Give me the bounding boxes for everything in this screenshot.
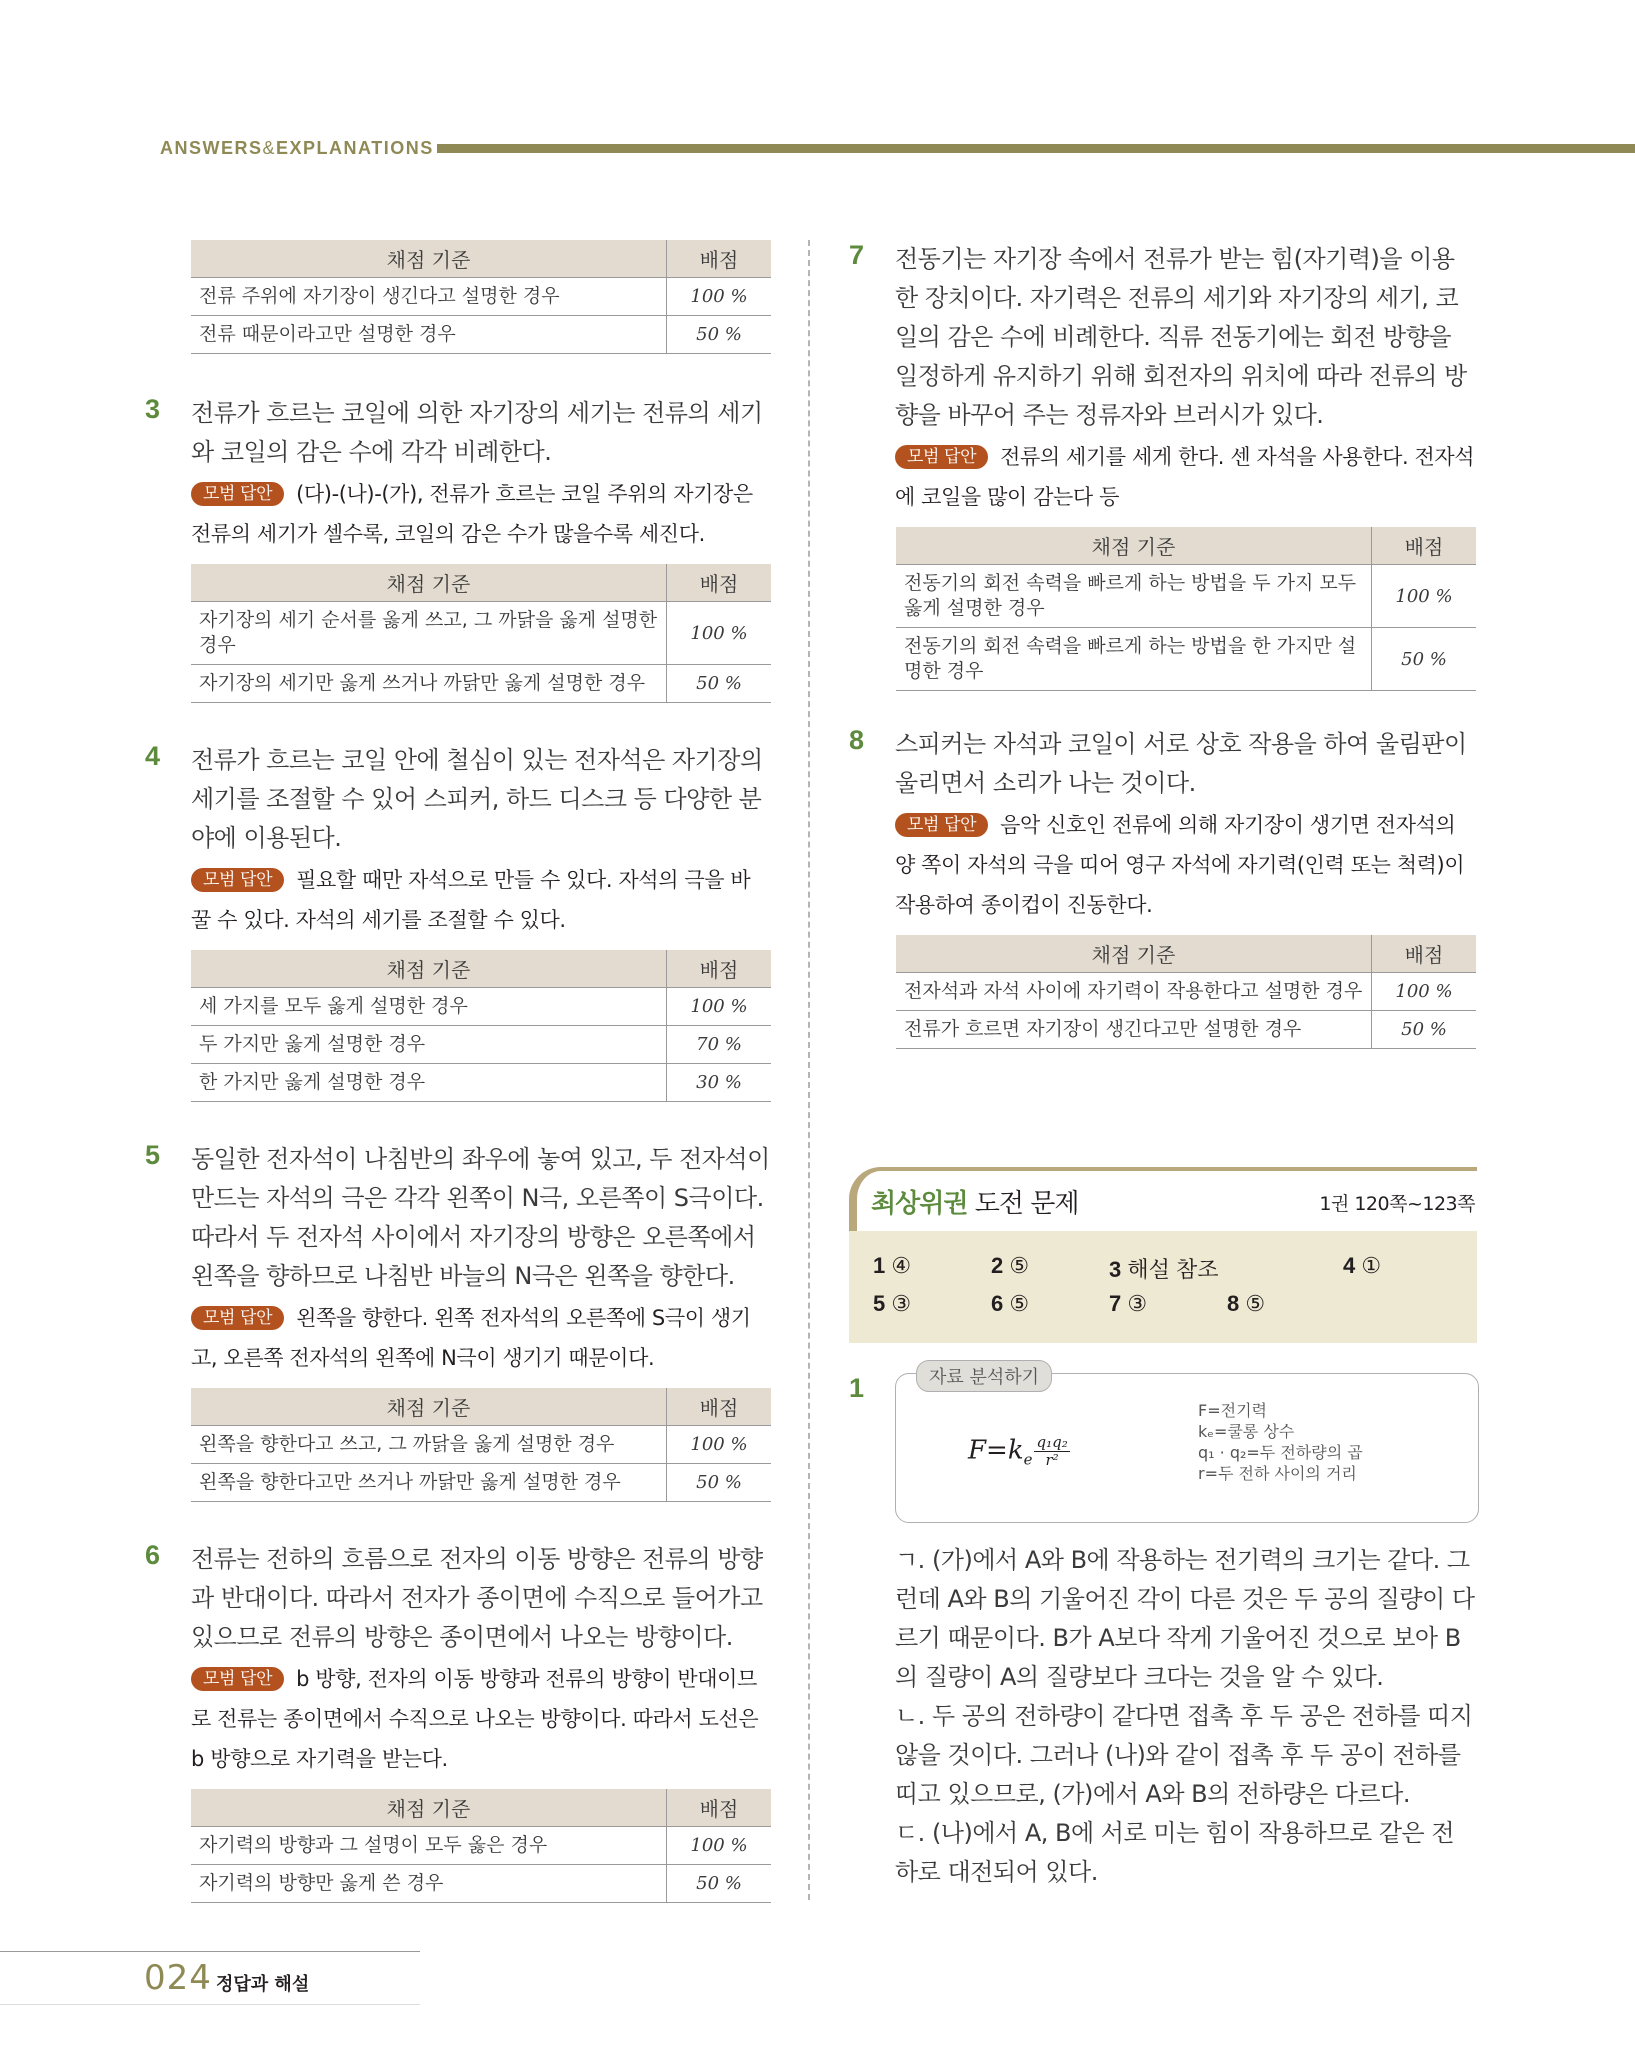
question-number: 3 (145, 394, 161, 424)
challenge-pages: 1권 120쪽~123쪽 (1319, 1193, 1475, 1215)
solution-paragraph: ㄴ. 두 공의 전하량이 같다면 접촉 후 두 공은 전하를 띠지 않을 것이다. 그러나 (나)와 같이 접촉 후 두 공이 전하를 띠고 있으므로, (가)에서 A와 B의 전하량은 다르다. (895, 1702, 1473, 1808)
formula-legend: F=전기력 kₑ=쿨롱 상수 q₁ · q₂=두 전하량의 곱 r=두 전하 사이의 거리 (1198, 1401, 1363, 1483)
section-header: ANSWERS&EXPLANATIONS (160, 138, 434, 158)
model-answer-badge: 모범 답안 (191, 868, 284, 892)
question-number: 8 (849, 725, 865, 755)
question-6 (145, 1540, 770, 1903)
scoring-table-q6: 채점 기준 배점 자기력의 방향과 그 설명이 모두 옳은 경우 100 % 자기력의 방향만 옳게 쓴 경우 50 % (191, 1789, 771, 1903)
question-number: 7 (849, 240, 865, 270)
challenge-section (849, 1167, 1477, 1343)
model-answer: 모범 답안 전류의 세기를 세게 한다. 센 자석을 사용한다. 전자석에 코일을 많이 감는다 등 (895, 445, 1475, 509)
model-answer: 모범 답안 (다)-(나)-(가), 전류가 흐르는 코일 주위의 자기장은 전류의 세기가 셀수록, 코일의 감은 수가 많을수록 세진다. (191, 482, 753, 546)
answer-item: 2 ⑤ (991, 1253, 1030, 1278)
question-text: 전류가 흐르는 코일에 의한 자기장의 세기는 전류의 세기와 코일의 감은 수에 각각 비례한다. (191, 399, 763, 466)
table-row: 전자석과 자석 사이에 자기력이 작용한다고 설명한 경우 100 % (896, 973, 1476, 1011)
model-answer: 모범 답안 b 방향, 전자의 이동 방향과 전류의 방향이 반대이므로 전류는 종이면에서 수직으로 나오는 방향이다. 따라서 도선은 b 방향으로 자기력을 받는다. (191, 1667, 759, 1771)
answer-item: 5 ③ (873, 1291, 912, 1316)
table-row: 전동기의 회전 속력을 빠르게 하는 방법을 한 가지만 설명한 경우 50 % (896, 628, 1476, 691)
model-answer: 모범 답안 음악 신호인 전류에 의해 자기장이 생기면 전자석의 양 쪽이 자석의 극을 띠어 영구 자석에 자기력(인력 또는 척력)이 작용하여 종이컵이 진동한다. (895, 813, 1465, 917)
header-rule (437, 144, 1635, 153)
answer-key (849, 1231, 1477, 1343)
column-divider (808, 240, 810, 1900)
question-number: 5 (145, 1140, 161, 1170)
solution-paragraph: ㄷ. (나)에서 A, B에 서로 미는 힘이 작용하므로 같은 전하로 대전되어 있다. (895, 1819, 1455, 1886)
scoring-table-q5: 채점 기준 배점 왼쪽을 향한다고 쓰고, 그 까닭을 옳게 설명한 경우 100 % 왼쪽을 향한다고만 쓰거나 까닭만 옳게 설명한 경우 50 % (191, 1388, 771, 1502)
table-row: 자기력의 방향과 그 설명이 모두 옳은 경우 100 % (191, 1827, 771, 1865)
question-number: 4 (145, 741, 161, 771)
question-4 (145, 741, 770, 1102)
table-row: 자기장의 세기만 옳게 쓰거나 까닭만 옳게 설명한 경우 50 % (191, 665, 771, 703)
scoring-table-q7: 채점 기준 배점 전동기의 회전 속력을 빠르게 하는 방법을 두 가지 모두 옳게 설명한 경우 100 % 전동기의 회전 속력을 빠르게 하는 방법을 한 가지만 설명한 경우 50 % (896, 527, 1476, 691)
question-text: 동일한 전자석이 나침반의 좌우에 놓여 있고, 두 전자석이 만드는 자석의 극은 각각 왼쪽이 N극, 오른쪽이 S극이다. 따라서 두 전자석 사이에서 자기장의 방향은 오른쪽에서 왼쪽을 향하므로 나침반 바늘의 N극은 왼쪽을 향한다. (191, 1145, 770, 1290)
table-row: 전동기의 회전 속력을 빠르게 하는 방법을 두 가지 모두 옳게 설명한 경우 100 % (896, 565, 1476, 628)
model-answer-badge: 모범 답안 (895, 445, 988, 469)
challenge-title: 최상위권 도전 문제 (871, 1189, 1079, 1219)
solution-paragraph: ㄱ. (가)에서 A와 B에 작용하는 전기력의 크기는 같다. 그런데 A와 B의 기울어진 각이 다른 것은 두 공의 질량이 다르기 때문이다. B가 A보다 작게 기울어진 것으로 보아 B의 질량이 A의 질량보다 크다는 것을 알 수 있다. (895, 1546, 1475, 1691)
answer-item: 7 ③ (1109, 1291, 1148, 1316)
model-answer-badge: 모범 답안 (895, 813, 988, 837)
scoring-table-q2 (191, 240, 771, 354)
answer-item: 1 ④ (873, 1253, 912, 1278)
model-answer-badge: 모범 답안 (191, 1306, 284, 1330)
scoring-table-q4: 채점 기준 배점 세 가지를 모두 옳게 설명한 경우 100 % 두 가지만 옳게 설명한 경우 70 % 한 가지만 옳게 설명한 경우 30 % (191, 950, 771, 1102)
footer-rule (0, 2004, 420, 2005)
question-text: 전동기는 자기장 속에서 전류가 받는 힘(자기력)을 이용한 장치이다. 자기력은 전류의 세기와 자기장의 세기, 코일의 감은 수에 비례한다. 직류 전동기에는 회전 방향을 일정하게 유지하기 위해 회전자의 위치에 따라 전류의 방향을 바꾸어 주는 정류자와 브러시가 있다. (895, 245, 1467, 429)
table-row: 전류 때문이라고만 설명한 경우 50 % (191, 316, 771, 354)
model-answer: 모범 답안 왼쪽을 향한다. 왼쪽 전자석의 오른쪽에 S극이 생기고, 오른쪽 전자석의 왼쪽에 N극이 생기기 때문이다. (191, 1306, 751, 1370)
answer-item: 4 ① (1343, 1253, 1382, 1278)
table-row: 세 가지를 모두 옳게 설명한 경우 100 % (191, 988, 771, 1026)
table-row: 자기력의 방향만 옳게 쓴 경우 50 % (191, 1865, 771, 1903)
question-number: 1 (849, 1373, 865, 1403)
page-number: 024 (144, 1958, 212, 1998)
question-3 (145, 394, 770, 703)
table-row: 왼쪽을 향한다고 쓰고, 그 까닭을 옳게 설명한 경우 100 % (191, 1426, 771, 1464)
data-analysis-box (895, 1367, 1479, 1523)
scoring-table-q8: 채점 기준 배점 전자석과 자석 사이에 자기력이 작용한다고 설명한 경우 100 % 전류가 흐르면 자기장이 생긴다고만 설명한 경우 50 % (896, 935, 1476, 1049)
table-row: 자기장의 세기 순서를 옳게 쓰고, 그 까닭을 옳게 설명한 경우 100 % (191, 602, 771, 665)
scoring-table-q3: 채점 기준 배점 자기장의 세기 순서를 옳게 쓰고, 그 까닭을 옳게 설명한 경우 100 % 자기장의 세기만 옳게 쓰거나 까닭만 옳게 설명한 경우 50 % (191, 564, 771, 703)
question-8 (849, 725, 1475, 1049)
answer-item: 8 ⑤ (1227, 1291, 1266, 1316)
table-header-criteria: 채점 기준 (191, 240, 667, 278)
model-answer-badge: 모범 답안 (191, 1667, 284, 1691)
table-row: 전류 주위에 자기장이 생긴다고 설명한 경우 100 % (191, 278, 771, 316)
table-row: 전류가 흐르면 자기장이 생긴다고만 설명한 경우 50 % (896, 1011, 1476, 1049)
table-header-score: 배점 (667, 240, 772, 278)
question-7 (849, 240, 1475, 691)
question-text: 전류는 전하의 흐름으로 전자의 이동 방향은 전류의 방향과 반대이다. 따라서 전자가 종이면에 수직으로 들어가고 있으므로 전류의 방향은 종이면에서 나오는 방향이다. (191, 1545, 763, 1651)
right-column (849, 240, 1475, 1892)
left-column (145, 240, 770, 1903)
coulomb-formula: $F=k_e$ $\frac{\text{q₁q₂}}{\text{r²}}$ (968, 1433, 1068, 1469)
question-number: 6 (145, 1540, 161, 1570)
challenge-header (849, 1167, 1477, 1231)
question-text: 스피커는 자석과 코일이 서로 상호 작용을 하여 울림판이 울리면서 소리가 나는 것이다. (895, 730, 1467, 797)
table-row: 왼쪽을 향한다고만 쓰거나 까닭만 옳게 설명한 경우 50 % (191, 1464, 771, 1502)
table-row: 두 가지만 옳게 설명한 경우 70 % (191, 1026, 771, 1064)
model-answer: 모범 답안 필요할 때만 자석으로 만들 수 있다. 자석의 극을 바꿀 수 있다. 자석의 세기를 조절할 수 있다. (191, 868, 751, 932)
model-answer-badge: 모범 답안 (191, 482, 284, 506)
question-text: 전류가 흐르는 코일 안에 철심이 있는 전자석은 자기장의 세기를 조절할 수 있어 스피커, 하드 디스크 등 다양한 분야에 이용된다. (191, 746, 763, 852)
data-analysis-tab: 자료 분석하기 (916, 1360, 1052, 1392)
page-label: 정답과 해설 (216, 1974, 310, 1995)
question-5 (145, 1140, 770, 1502)
answer-item: 6 ⑤ (991, 1291, 1030, 1316)
table-row: 한 가지만 옳게 설명한 경우 30 % (191, 1064, 771, 1102)
solution-1 (849, 1367, 1475, 1892)
footer-rule (0, 1951, 420, 1952)
answer-item: 3 해설 참조 (1109, 1257, 1219, 1282)
